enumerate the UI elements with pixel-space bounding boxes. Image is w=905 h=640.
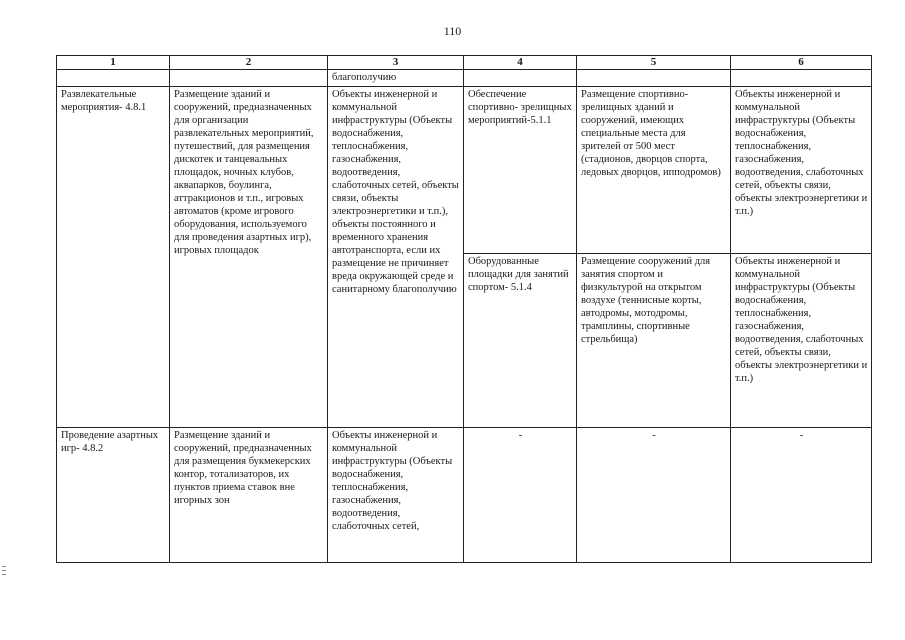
cont-col-3: благополучию	[328, 70, 464, 87]
cont-col-4	[464, 70, 577, 87]
cont-col-2	[170, 70, 328, 87]
activity-description-cell: Размещение зданий и сооружений, предназначенных для размещения букмекерских контор, тотализаторов, их пунктов приема ставок вне игорных зон	[170, 428, 328, 563]
header-row	[57, 56, 872, 70]
header-col-6: 6	[731, 56, 872, 70]
conditional-auxiliary-cell: Объекты инженерной и коммунальной инфраструктуры (Объекты водоснабжения, теплоснабжения, газоснабжения, водоотведения, слаботочных сетей, объекты связи, объекты электроэнергетики и т.п.)	[731, 87, 872, 254]
activity-type-cell: Развлекательные мероприятия- 4.8.1	[57, 87, 170, 428]
conditional-type-cell: -	[464, 428, 577, 563]
header-col-2: 2	[170, 56, 328, 70]
header-col-3: 3	[328, 56, 464, 70]
cont-col-6	[731, 70, 872, 87]
header-col-5: 5	[577, 56, 731, 70]
conditional-auxiliary-cell: -	[731, 428, 872, 563]
conditional-description-cell: -	[577, 428, 731, 563]
scan-edge-marks	[2, 566, 6, 580]
conditional-description-cell: Размещение спортивно- зрелищных зданий и сооружений, имеющих специальные места для зрителей от 500 мест (стадионов, дворцов спорта, ледовых дворцов, ипподромов)	[577, 87, 731, 254]
land-use-table	[56, 55, 872, 563]
activity-description-cell: Размещение зданий и сооружений, предназначенных для организации развлекательных мероприятий, путешествий, для размещения дискотек и танцевальных площадок, ночных клубов, аквапарков, боулинга, аттракционов и т.п., игровых автоматов (кроме игрового оборудования, используемого для проведения азартных игр), игровых площадок	[170, 87, 328, 428]
table-row-entertainment	[57, 87, 872, 254]
activity-type-cell: Проведение азартных игр- 4.8.2	[57, 428, 170, 563]
table-row-gambling	[57, 428, 872, 563]
auxiliary-objects-cell: Объекты инженерной и коммунальной инфраструктуры (Объекты водоснабжения, теплоснабжения, газоснабжения, водоотведения, слаботочных сетей, объекты связи, объекты электроэнергетики и т.п.), объекты постоянного и временного хранения автотранспорта, если их размещение не причиняет вреда окружающей среде и санитарному благополучию	[328, 87, 464, 428]
cont-col-5	[577, 70, 731, 87]
continuation-row	[57, 70, 872, 87]
header-col-1: 1	[57, 56, 170, 70]
conditional-auxiliary-cell: Объекты инженерной и коммунальной инфраструктуры (Объекты водоснабжения, теплоснабжения, газоснабжения, водоотведения, слаботочных сетей, объекты связи, объекты электроэнергетики и т.п.)	[731, 254, 872, 428]
conditional-type-cell: Обеспечение спортивно- зрелищных мероприятий-5.1.1	[464, 87, 577, 254]
conditional-type-cell: Оборудованные площадки для занятий спортом- 5.1.4	[464, 254, 577, 428]
cont-col-1	[57, 70, 170, 87]
conditional-description-cell: Размещение сооружений для занятия спортом и физкультурой на открытом воздухе (теннисные корты, автодромы, мотодромы, трамплины, спортивные стрельбища)	[577, 254, 731, 428]
page-number: 110	[443, 24, 462, 38]
auxiliary-objects-cell: Объекты инженерной и коммунальной инфраструктуры (Объекты водоснабжения, теплоснабжения, газоснабжения, водоотведения, слаботочных сетей,	[328, 428, 464, 563]
header-col-4: 4	[464, 56, 577, 70]
